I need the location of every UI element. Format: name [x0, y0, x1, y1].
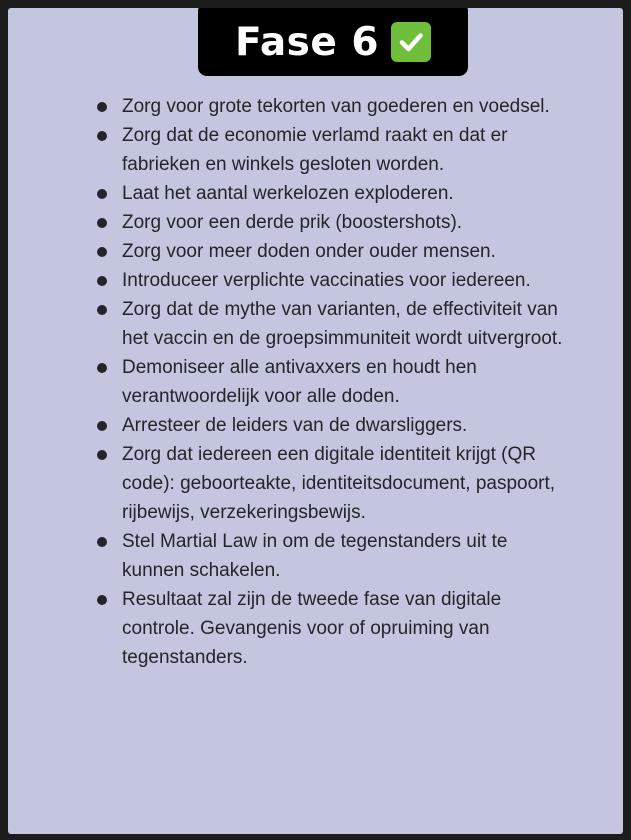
- list-item: [93, 179, 563, 208]
- list-item: [93, 208, 563, 237]
- bullet-icon: [97, 247, 107, 257]
- list-item-text: Introduceer verplichte vaccinaties voor iedereen.: [122, 270, 531, 291]
- list-item: [93, 266, 563, 295]
- bullet-icon: [97, 131, 107, 141]
- title-pill: [198, 8, 468, 76]
- list-item-text: Resultaat zal zijn de tweede fase van digitale controle. Gevangenis voor of opruiming van tegenstanders.: [122, 589, 502, 668]
- bullet-list: [93, 92, 563, 672]
- bullet-icon: [97, 276, 107, 286]
- list-item: [93, 440, 563, 527]
- list-item-text: Zorg voor een derde prik (boostershots).: [122, 212, 463, 233]
- bullet-icon: [97, 189, 107, 199]
- bullet-icon: [97, 537, 107, 547]
- page-title: Fase 6: [234, 19, 380, 65]
- bullet-icon: [97, 421, 107, 431]
- list-item: [93, 295, 563, 353]
- bullet-icon: [97, 218, 107, 228]
- list-item: [93, 527, 563, 585]
- list-item-text: Zorg voor meer doden onder ouder mensen.: [122, 241, 496, 262]
- list-item: [93, 411, 563, 440]
- bullet-icon: [97, 102, 107, 112]
- list-item-text: Demoniseer alle antivaxxers en houdt hen verantwoordelijk voor alle doden.: [122, 357, 477, 407]
- list-item-text: Zorg dat iedereen een digitale identiteit krijgt (QR code): geboorteakte, identiteitsdocument, paspoort, rijbewijs, verzekeringsbewijs.: [122, 444, 556, 523]
- list-item: [93, 585, 563, 672]
- bullet-icon: [97, 450, 107, 460]
- list-item-text: Zorg voor grote tekorten van goederen en voedsel.: [122, 96, 550, 117]
- list-item-text: Stel Martial Law in om de tegenstanders uit te kunnen schakelen.: [122, 531, 508, 581]
- list-item: [93, 92, 563, 121]
- bullet-icon: [97, 305, 107, 315]
- list-item-text: Zorg dat de mythe van varianten, de effectiviteit van het vaccin en de groepsimmuniteit wordt uitvergroot.: [122, 299, 563, 349]
- list-item-text: Laat het aantal werkelozen exploderen.: [122, 183, 454, 204]
- bullet-icon: [97, 595, 107, 605]
- content-panel: [8, 8, 623, 834]
- list-item-text: Arresteer de leiders van de dwarsliggers.: [122, 415, 468, 436]
- list-item: [93, 121, 563, 179]
- list-item-text: Zorg dat de economie verlamd raakt en dat er fabrieken en winkels gesloten worden.: [122, 125, 508, 175]
- list-item: [93, 237, 563, 266]
- check-mark-button-icon: [391, 22, 431, 62]
- list-item: [93, 353, 563, 411]
- bullet-icon: [97, 363, 107, 373]
